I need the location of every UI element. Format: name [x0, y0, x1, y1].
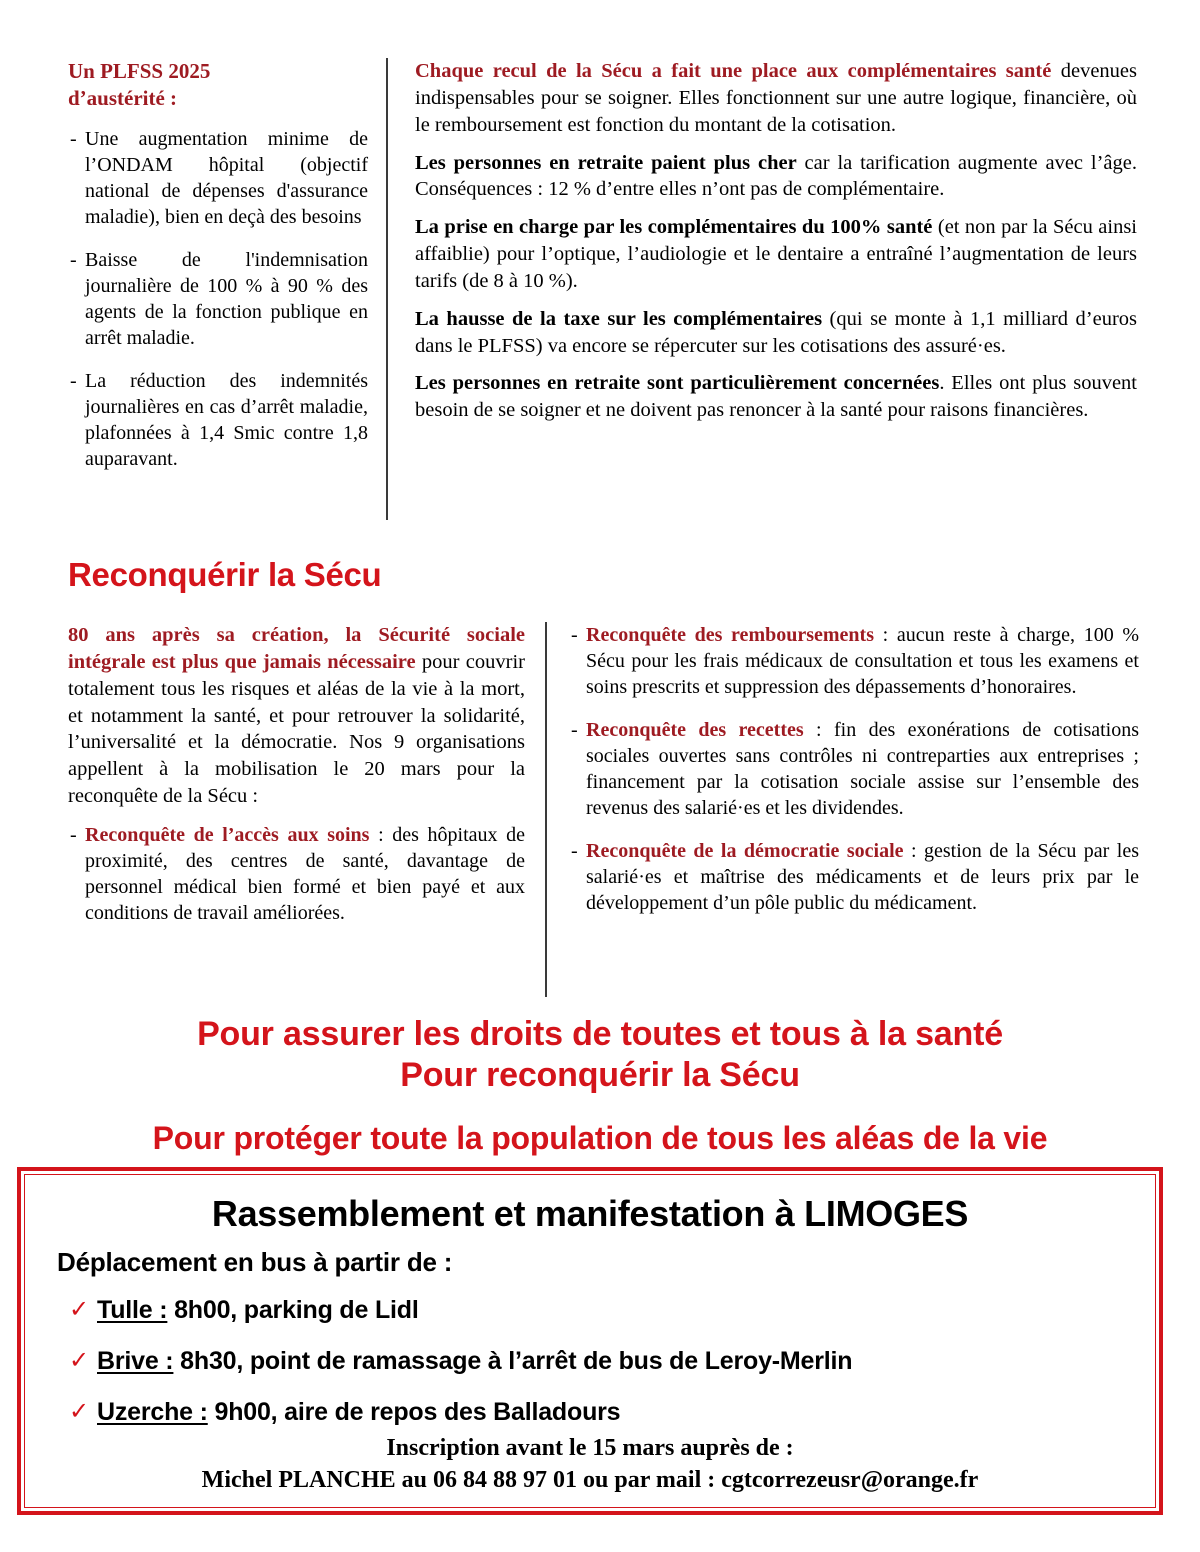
bullet-body: : aucun reste à charge, 100 % Sécu pour les frais médicaux de consultation et tous les examens et soins prescrits et suppression des dépassements d’honoraires. — [586, 624, 1139, 698]
list-item — [569, 838, 1139, 916]
departure-place: Uzerche : — [97, 1398, 208, 1426]
event-box-inner — [24, 1174, 1156, 1508]
reconquerir-right-column — [569, 622, 1139, 916]
paragraph-lead: Les personnes en retraite paient plus cher — [415, 151, 797, 174]
intro-body: pour couvrir totalement tous les risques et aléas de la vie à la mort, et notamment la santé, et pour retrouver la solidarité, l’universalité et la démocratie. Nos 9 organisations appellent à la mobilisation le 20 mars pour la reconquête de la Sécu : — [68, 650, 525, 808]
paragraph-body: car la tarification augmente avec l’âge. Conséquences : 12 % d’entre elles n’ont pas de complémentaire. — [415, 151, 1137, 201]
austerity-bullet-text: La réduction des indemnités journalières en cas d’arrêt maladie, plafonnées à 1,4 Smic contre 1,8 auparavant. — [85, 369, 368, 470]
paragraph — [415, 214, 1137, 295]
list-item — [569, 717, 1139, 821]
austerity-title-line2: d’austérité : — [68, 85, 178, 110]
column-divider — [545, 622, 547, 997]
paragraph — [415, 150, 1137, 204]
paragraph-body: devenues indispensables pour se soigner. Elles fonctionnent sur une autre logique, financière, où le remboursement est fonction du montant de la cotisation. — [415, 60, 1137, 136]
austerity-column — [68, 58, 386, 472]
departure-detail: 8h30, point de ramassage à l’arrêt de bus de Leroy-Merlin — [173, 1347, 853, 1375]
list-item — [68, 126, 368, 230]
austerity-bullet-list — [68, 126, 368, 472]
event-title: Rassemblement et manifestation à LIMOGES — [211, 1193, 969, 1234]
list-item — [47, 1398, 1133, 1427]
paragraph — [415, 58, 1137, 139]
departure-place: Brive : — [97, 1347, 174, 1375]
event-footer — [25, 1433, 1155, 1497]
paragraph-lead: Chaque recul de la Sécu a fait une place aux complémentaires santé — [415, 60, 1052, 82]
departure-list — [47, 1296, 1133, 1427]
check-icon: ✓ — [69, 1347, 89, 1374]
paragraph-body: (qui se monte à 1,1 milliard d’euros dans le PLFSS) va encore se répercuter sur les cotisations des assuré·es. — [415, 307, 1138, 357]
event-box — [17, 1167, 1163, 1515]
event-subtitle: Déplacement en bus à partir de : — [57, 1247, 453, 1277]
check-icon: ✓ — [69, 1296, 89, 1323]
bullet-body: : gestion de la Sécu par les salarié·es et maîtrise des médicaments et de leurs prix par le développement d’un pôle public du médicament. — [586, 840, 1139, 914]
reconquerir-intro — [68, 622, 525, 810]
top-section — [0, 58, 1200, 520]
paragraph — [415, 306, 1137, 360]
paragraph-body: . Elles ont plus souvent besoin de se soigner et ne doivent pas renoncer à la santé pour raisons financières. — [415, 372, 1137, 422]
footer-line-1: Inscription avant le 15 mars auprès de : — [386, 1435, 794, 1462]
complementaires-column — [415, 58, 1137, 424]
intro-lead: 80 ans après sa création, la Sécurité sociale intégrale est plus que jamais nécessaire — [68, 624, 525, 673]
column-divider — [386, 58, 388, 520]
bullet-lead: Reconquête des remboursements — [586, 624, 874, 646]
departure-detail: 8h00, parking de Lidl — [167, 1296, 419, 1324]
slogan-line-2: Pour reconquérir la Sécu — [400, 1056, 800, 1095]
bullet-body: : des hôpitaux de proximité, des centres de santé, davantage de personnel médical bien formé et bien payé et aux conditions de travail améliorées. — [85, 823, 525, 924]
bullet-lead: Reconquête des recettes — [586, 719, 804, 741]
paragraph-lead: La prise en charge par les complémentaires du 100% santé — [415, 216, 933, 239]
bullet-lead: Reconquête de la démocratie sociale — [586, 840, 904, 862]
austerity-bullet-text: Baisse de l'indemnisation journalière de 100 % à 90 % des agents de la fonction publique en arrêt maladie. — [85, 248, 368, 349]
reconquerir-left-bullets — [68, 822, 525, 926]
list-item — [47, 1347, 1133, 1376]
slogan-block — [0, 1014, 1200, 1158]
page-title: Reconquérir la Sécu — [68, 556, 382, 593]
bullet-lead: Reconquête de l’accès aux soins — [85, 823, 370, 846]
list-item — [68, 822, 525, 926]
check-icon: ✓ — [69, 1398, 89, 1425]
list-item — [68, 368, 368, 472]
list-item — [47, 1296, 1133, 1325]
bullet-body: : fin des exonérations de cotisations sociales ouvertes sans contrôles ni contreparties aux entreprises ; financement par la cotisation sociale assise sur l’ensemble des revenus des salarié·es et les dividendes. — [586, 719, 1139, 819]
paragraph — [415, 370, 1137, 424]
reconquerir-section — [0, 622, 1200, 997]
reconquerir-right-bullets — [569, 622, 1139, 916]
departure-place: Tulle : — [97, 1296, 168, 1324]
footer-line-2: Michel PLANCHE au 06 84 88 97 01 ou par mail : cgtcorrezeusr@orange.fr — [201, 1467, 979, 1494]
reconquerir-left-column — [68, 622, 545, 926]
austerity-bullet-text: Une augmentation minime de l’ONDAM hôpital (objectif national de dépenses d'assurance maladie), bien en deçà des besoins — [85, 127, 368, 228]
paragraph-body: (et non par la Sécu ainsi affaiblie) pour l’optique, l’audiologie et le dentaire a entraîné l’augmentation de leurs tarifs (de 8 à 10 %). — [415, 216, 1137, 292]
austerity-title-line1: Un PLFSS 2025 — [68, 59, 211, 83]
paragraph-lead: Les personnes en retraite sont particulièrement concernées — [415, 372, 940, 395]
slogan-line-3: Pour protéger toute la population de tous les aléas de la vie — [152, 1119, 1048, 1156]
paragraph-lead: La hausse de la taxe sur les complémentaires — [415, 307, 823, 330]
list-item — [569, 622, 1139, 700]
austerity-title — [68, 58, 368, 112]
departure-detail: 9h00, aire de repos des Balladours — [207, 1398, 621, 1426]
list-item — [68, 247, 368, 351]
slogan-line-1: Pour assurer les droits de toutes et tous à la santé — [197, 1015, 1003, 1053]
